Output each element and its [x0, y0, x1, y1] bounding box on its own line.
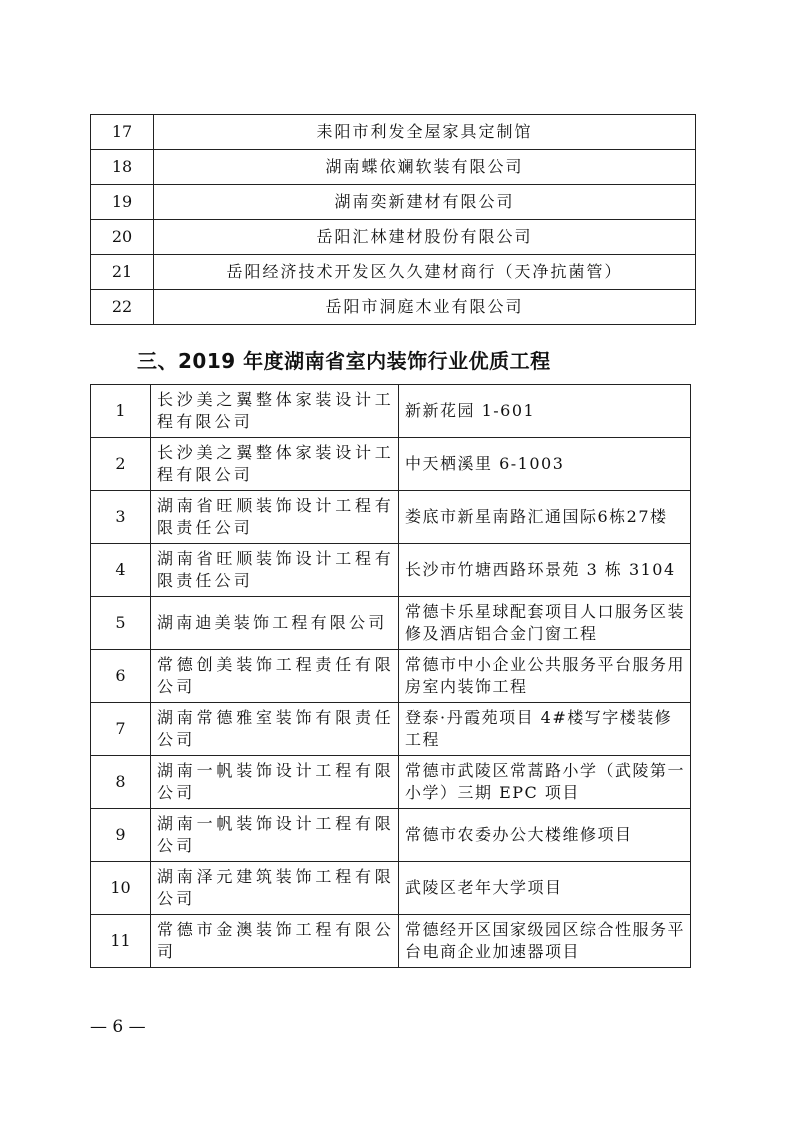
row-number: 21 [91, 255, 154, 290]
table-row [91, 597, 691, 650]
table-row [91, 650, 691, 703]
row-number: 20 [91, 220, 154, 255]
project-name: 娄底市新星南路汇通国际6栋27楼 [399, 491, 691, 544]
row-number: 3 [91, 491, 151, 544]
project-name: 常德市农委办公大楼维修项目 [399, 809, 691, 862]
project-name: 常德卡乐星球配套项目人口服务区装修及酒店铝合金门窗工程 [399, 597, 691, 650]
project-name: 常德经开区国家级园区综合性服务平台电商企业加速器项目 [399, 915, 691, 968]
table-row [91, 491, 691, 544]
project-name: 常德市武陵区常蒿路小学（武陵第一小学）三期 EPC 项目 [399, 756, 691, 809]
table-row [91, 385, 691, 438]
row-number: 6 [91, 650, 151, 703]
row-number: 8 [91, 756, 151, 809]
table-row [91, 809, 691, 862]
company-name: 湖南迪美装饰工程有限公司 [151, 597, 399, 650]
row-number: 4 [91, 544, 151, 597]
table-row [91, 703, 691, 756]
company-name: 岳阳汇林建材股份有限公司 [154, 220, 696, 255]
table-row [91, 915, 691, 968]
project-name: 武陵区老年大学项目 [399, 862, 691, 915]
quality-projects-table [90, 384, 691, 968]
table-row [91, 185, 696, 220]
table-row [91, 438, 691, 491]
company-name: 湖南泽元建筑装饰工程有限公司 [151, 862, 399, 915]
section-heading: 三、2019 年度湖南省室内装饰行业优质工程 [137, 349, 551, 373]
company-name: 湖南一帆装饰设计工程有限公司 [151, 756, 399, 809]
company-name: 常德市金澳装饰工程有限公司 [151, 915, 399, 968]
row-number: 2 [91, 438, 151, 491]
table-row [91, 220, 696, 255]
table-row [91, 544, 691, 597]
table-row [91, 756, 691, 809]
project-name: 常德市中小企业公共服务平台服务用房室内装饰工程 [399, 650, 691, 703]
company-name: 湖南奕新建材有限公司 [154, 185, 696, 220]
row-number: 18 [91, 150, 154, 185]
company-name: 湖南省旺顺装饰设计工程有限责任公司 [151, 491, 399, 544]
page-number: — 6 — [90, 1017, 146, 1037]
project-name: 中天栖溪里 6-1003 [399, 438, 691, 491]
table-row [91, 862, 691, 915]
table-row [91, 115, 696, 150]
company-list-table [90, 114, 696, 325]
row-number: 17 [91, 115, 154, 150]
company-name: 湖南省旺顺装饰设计工程有限责任公司 [151, 544, 399, 597]
row-number: 1 [91, 385, 151, 438]
row-number: 19 [91, 185, 154, 220]
row-number: 9 [91, 809, 151, 862]
company-name: 湖南常德雅室装饰有限责任公司 [151, 703, 399, 756]
table-row [91, 150, 696, 185]
project-name: 长沙市竹塘西路环景苑 3 栋 3104 [399, 544, 691, 597]
company-name: 长沙美之翼整体家装设计工程有限公司 [151, 385, 399, 438]
row-number: 22 [91, 290, 154, 325]
project-name: 登泰·丹霞苑项目 4#楼写字楼装修工程 [399, 703, 691, 756]
row-number: 7 [91, 703, 151, 756]
row-number: 10 [91, 862, 151, 915]
company-name: 长沙美之翼整体家装设计工程有限公司 [151, 438, 399, 491]
row-number: 11 [91, 915, 151, 968]
table-row [91, 255, 696, 290]
company-name: 湖南一帆装饰设计工程有限公司 [151, 809, 399, 862]
company-name: 耒阳市利发全屋家具定制馆 [154, 115, 696, 150]
company-name: 岳阳市洞庭木业有限公司 [154, 290, 696, 325]
table-row [91, 290, 696, 325]
project-name: 新新花园 1-601 [399, 385, 691, 438]
row-number: 5 [91, 597, 151, 650]
company-name: 岳阳经济技术开发区久久建材商行（天净抗菌管） [154, 255, 696, 290]
company-name: 常德创美装饰工程责任有限公司 [151, 650, 399, 703]
company-name: 湖南蝶依斓软装有限公司 [154, 150, 696, 185]
